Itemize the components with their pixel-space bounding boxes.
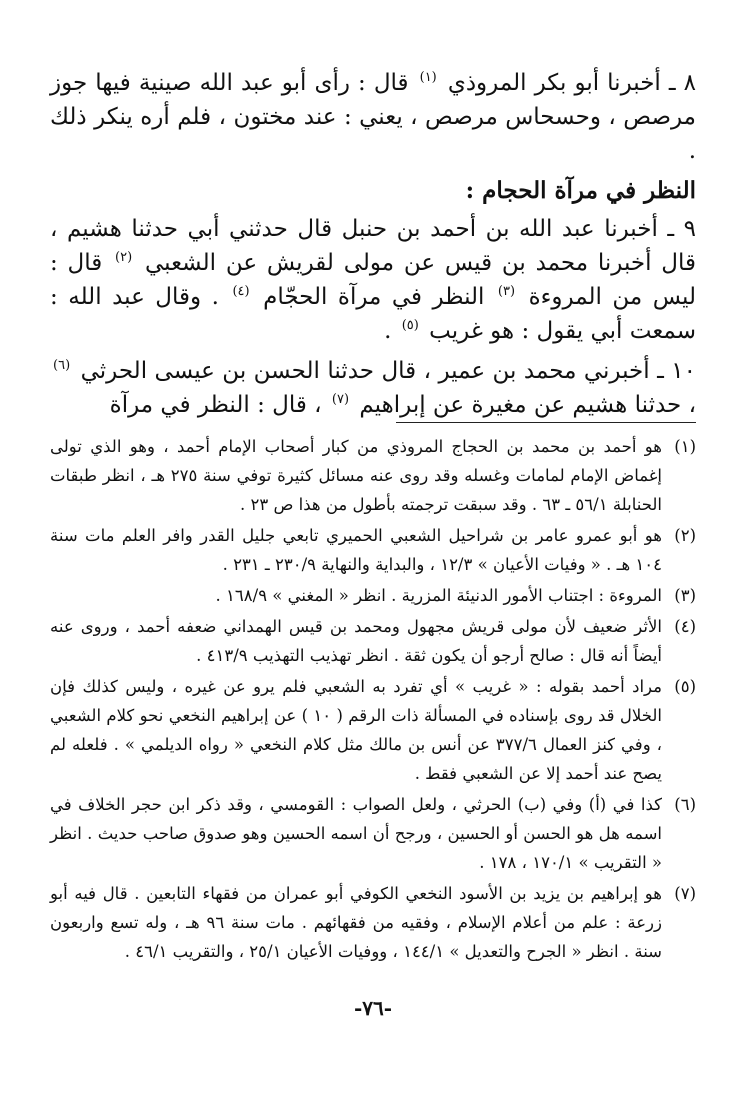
- paragraph-8-part-b: قال : رأى أبو عبد الله صينية فيها جوز مرصص ، وحسحاس مرصص ، يعني : عند مختون ، فلم أره ينكر ذلك .: [50, 70, 696, 164]
- footnote-ref-3: (٣): [497, 284, 516, 300]
- paragraph-10: [50, 354, 696, 422]
- footnote-number: (٧): [674, 884, 696, 903]
- footnote-number: (٦): [674, 795, 696, 814]
- footnote-text: هو أحمد بن محمد بن الحجاج المروذي من كبار أصحاب الإمام أحمد ، وهو الذي تولى إغماض الإمام لمامات وغسله وقد روى عنه مسائل كثيرة توفي سنة ٢٧٥ هـ ، انظر طبقات الحنابلة ٥٦/١ ـ ٦٣ . وقد سبقت ترجمته بأطول من هذا ص ٢٣ .: [50, 437, 662, 514]
- footnote-text: المروءة : اجتناب الأمور الدنيئة المزرية . انظر « المغني » ١٦٨/٩ .: [215, 586, 662, 605]
- paragraph-9-part-e: .: [384, 318, 392, 344]
- footnote-divider: [396, 422, 696, 423]
- footnote-5: [50, 672, 696, 788]
- paragraph-10-part-a: ١٠ ـ أخبرني محمد بن عمير ، قال حدثنا الحسن بن عيسى الحرثي: [80, 358, 696, 384]
- footnote-text: هو أبو عمرو عامر بن شراحيل الشعبي الحميري تابعي جليل القدر وافر العلم مات سنة ١٠٤ هـ . « وفيات الأعيان » ١٢/٣ ، والبداية والنهاية ٢٣٠/٩ ـ ٢٣١ .: [50, 526, 662, 574]
- footnote-text: كذا في (أ) وفي (ب) الحرثي ، ولعل الصواب : القومسي ، وقد ذكر ابن حجر الخلاف في اسمه هل هو الحسن أو الحسين ، ورجح أن اسمه الحسين وهو صدوق صاحب حديث . انظر « التقريب » ١٧٠/١ ، ١٧٨ .: [50, 795, 662, 872]
- paragraph-8-part-a: ٨ ـ أخبرنا أبو بكر المروذي: [447, 70, 697, 96]
- footnote-ref-6: (٦): [53, 358, 71, 374]
- footnotes: [50, 432, 696, 968]
- footnote-number: (٤): [674, 617, 696, 636]
- paragraph-10-part-c: ، قال : النظر في مرآة: [109, 392, 322, 418]
- paragraph-9: [50, 212, 696, 348]
- footnote-number: (٢): [674, 526, 696, 545]
- footnote-text: الأثر ضعيف لأن مولى قريش مجهول ومحمد بن قيس الهمداني ضعفه أحمد ، وروى عنه أيضاً أنه قال : صالح أرجو أن يكون ثقة . انظر تهذيب التهذيب ٤١٣/٩ .: [50, 617, 662, 665]
- paragraph-9-part-a: ٩ ـ أخبرنا عبد الله بن أحمد بن حنبل قال حدثني أبي حدثنا هشيم ، قال أخبرنا محمد بن قيس عن مولى لقريش عن الشعبي: [50, 216, 697, 276]
- footnote-4: [50, 612, 696, 670]
- paragraph-10-part-b: ، حدثنا هشيم عن مغيرة عن إبراهيم: [359, 392, 696, 418]
- footnote-3: [50, 581, 696, 610]
- document-page: [50, 0, 696, 1096]
- paragraph-8: [50, 66, 696, 168]
- footnote-text: هو إبراهيم بن يزيد بن الأسود النخعي الكوفي أبو عمران من فقهاء التابعين . قال فيه أبو زرعة : علم من أعلام الإسلام ، وفقيه من فقهائهم . مات سنة ٩٦ هـ ، وله تسع واربعون سنة . انظر « الجرح والتعديل » ١٤٤/١ ، ووفيات الأعيان ٢٥/١ ، والتقريب ٤٦/١ .: [50, 884, 662, 961]
- footnote-ref-5: (٥): [401, 318, 419, 334]
- paragraph-9-part-b: قال : ليس من المروءة: [50, 250, 697, 310]
- section-heading: النظر في مرآة الحجام :: [465, 177, 696, 204]
- footnote-6: [50, 790, 696, 877]
- footnote-text: مراد أحمد بقوله : « غريب » أي تفرد به الشعبي فلم يرو عن غيره ، وليس كذلك فإن الخلال قد روى بإسناده في المسألة ذات الرقم ( ١٠ ) عن إبراهيم النخعي نحو كلام الشعبي ، وفي كنز العمال ٣٧٧/٦ عن أنس بن مالك مثل كلام النخعي « رواه الديلمي » . فلعله لم يصح عند أحمد إلا عن الشعبي فقط .: [50, 677, 663, 783]
- footnote-number: (١): [674, 437, 696, 456]
- footnote-2: [50, 521, 696, 579]
- footnote-ref-1: (١): [419, 70, 437, 86]
- footnote-ref-4: (٤): [232, 284, 250, 300]
- footnote-number: (٣): [674, 586, 696, 605]
- main-text: [50, 66, 696, 428]
- footnote-1: [50, 432, 696, 519]
- footnote-7: [50, 879, 696, 966]
- footnote-ref-2: (٢): [115, 250, 133, 266]
- page-number: -٧٦-: [353, 996, 393, 1020]
- paragraph-9-part-d: . وقال عبد الله : سمعت أبي يقول : هو غريب: [50, 284, 696, 344]
- footnote-number: (٥): [674, 677, 696, 696]
- paragraph-9-part-c: النظر في مرآة الحجّام: [263, 284, 485, 310]
- footnote-ref-7: (٧): [331, 392, 350, 408]
